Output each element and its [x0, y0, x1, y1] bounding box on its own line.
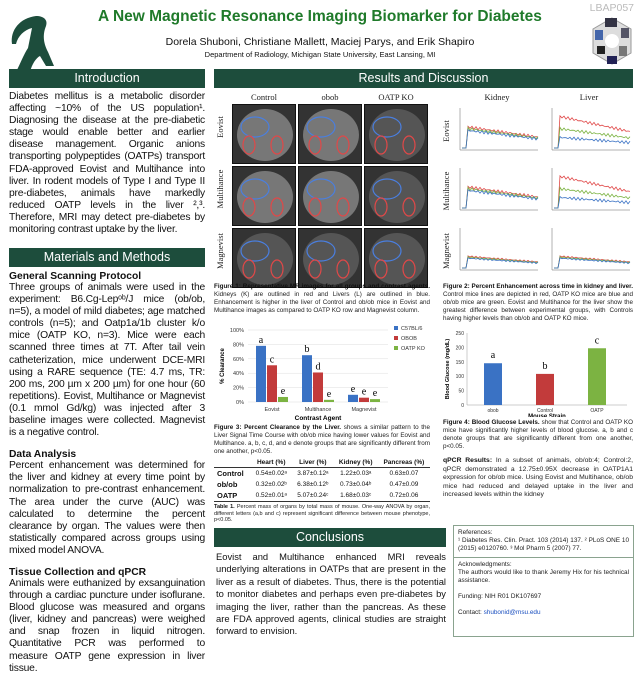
y-tick-label: 250 [455, 331, 464, 337]
bar [370, 399, 380, 402]
bar [278, 397, 288, 402]
authors: Dorela Shuboni, Christiane Mallett, Maciej Parys, and Erik Shapiro [165, 36, 475, 48]
qpcr-results: qPCR Results: In a subset of animals, ob/ob:4; Control:2, qPCR demonstrated a 12.75±0.95X decrease in OATP1A1 expression for ob/ob mice. Using Eovist and Multihance, ob/ob mice had reduced and delayed uptake in the liver and increased levels within the kidney [443, 457, 633, 499]
data-analysis-text: Percent enhancement was determined for the liver and kidney at every time point by normalization to pre-contrast enhancement. The area under the curve (AUC) was calculated to determine the percent clearance by organ. The values were then statistically compared across groups using mixed model ANOVA. [9, 460, 205, 556]
figure-1-mri-grid [214, 92, 428, 278]
time-course-plot [452, 224, 540, 280]
significance-letter: e [280, 385, 286, 397]
conclusions-header: Conclusions [214, 528, 446, 547]
significance-letter: c [269, 354, 275, 366]
bar [324, 400, 334, 402]
affiliation: Department of Radiology, Michigan State University, East Lansing, MI [204, 50, 436, 59]
fig1-row-label: Magnevist [215, 233, 225, 269]
table-row [214, 479, 430, 490]
bar [348, 395, 358, 402]
figure-2-time-course [438, 92, 634, 278]
table-cell: 1.22±0.03ᵃ [340, 470, 372, 477]
x-tick-label: Multihance [304, 407, 332, 413]
row-label: ob/ob [217, 480, 238, 489]
series-line [554, 197, 630, 208]
references-text: ¹ Diabetes Res. Clin. Pract. 103 (2014) 137. ² PLoS ONE 10 (2015) e0120760. ³ Mol Pharm 5 (2007) 77. [458, 537, 629, 553]
table-cell: 0.32±0.02ᵇ [255, 481, 287, 488]
mouse-body [237, 233, 293, 285]
mouse-body [303, 233, 359, 285]
scanning-protocol-heading: General Scanning Protocol [9, 271, 142, 282]
introduction-header: Introduction [9, 69, 205, 88]
funding-text: Funding: NIH R01 DK107697 [458, 593, 542, 601]
legend-label: C57BL/6 [401, 326, 423, 332]
mouse-body [369, 109, 425, 161]
acknowledgments-text: The authors would like to thank Jeremy Hix for his technical assistance. [458, 568, 629, 585]
mouse-body [303, 109, 359, 161]
table-cell: 0.52±0.01ᵃ [255, 492, 287, 499]
y-tick-label: 0% [236, 400, 244, 406]
mouse-body [369, 171, 425, 223]
fig2-row-label: Multihance [441, 171, 451, 211]
fig1-row-label: Eovist [215, 116, 225, 138]
y-tick-label: 0 [461, 403, 464, 409]
references-title: References: [458, 529, 493, 536]
x-axis-label: Mouse Strain [528, 414, 566, 417]
mouse-body [237, 109, 293, 161]
bar [267, 365, 277, 402]
figure-3-caption: Figure 3: Percent Clearance by the Liver. shows a similar pattern to the Liver Signal Time Course with ob/ob mice having lower values for Eovist and Multihance. a, b, c, d, and e denote groups that are significantly different from one another, p<0.05. [214, 424, 430, 455]
mri-image [364, 104, 428, 164]
imaging-center-logo [589, 16, 635, 66]
conclusions-text: Eovist and Multihance enhanced MRI reveals underlying alterations in OATPs that are present in the liver as a result of diabetes. Thus, there is the potential to monitor diabetes and perhaps even pre-diabetes by imaging the liver, rather than the pancreas. As these are FDA approved agents, clinical studies are straight forward to envision. [216, 551, 446, 637]
mri-image [298, 104, 362, 164]
significance-letter: c [594, 335, 600, 347]
tissue-collection-text: Animals were euthanized by exsanguination through a cardiac puncture under isoflurane. Blood glucose was measured and organs (liver, kidney and pancreas) were weighed and snap frozen in liquid nitrogen. Quantitative PCR was performed to measure OATP gene expression in liver tissue. [9, 577, 205, 674]
table-cell: 1.68±0.03ᶜ [340, 492, 372, 499]
x-tick-label: OATP [590, 408, 604, 414]
table-cell: 0.63±0.07 [389, 470, 419, 477]
acknowledgments-title: Acknowledgments: [458, 560, 512, 568]
column-header: Kidney (%) [338, 459, 373, 466]
fig2-row-label: Eovist [441, 120, 451, 142]
x-tick-label: Eovist [264, 407, 280, 413]
time-course-plot [452, 164, 540, 220]
introduction-text: Diabetes mellitus is a metabolic disorder affecting ~10% of the US population¹. Diagnosing the disease at the pre-diabetic stage would enable better and earlier disease management. Organic anions transporting polypeptides (OATPs) transport FDA-approved Eovist and Multihance into liver. In rodent models of Type I and Type II pre-diabetes, animals have markedly reduced OATP levels in the liver ²,³. Therefore, MRI may detect pre-diabetes by monitoring contrast uptake by the liver. [9, 91, 205, 236]
results-header: Results and Discussion [214, 69, 633, 88]
row-label: OATP [217, 491, 238, 500]
data-analysis-heading: Data Analysis [9, 449, 77, 461]
y-axis-label: Blood Glucose (mg/dL) [445, 338, 451, 400]
organ-mass-table [214, 458, 430, 502]
y-tick-label: 150 [455, 359, 464, 366]
contact-label: Contact: [458, 609, 484, 617]
y-tick-label: 40% [232, 371, 244, 378]
figure-4-glucose-chart [443, 325, 633, 417]
time-course-plot [544, 224, 632, 280]
significance-letter: e [361, 386, 367, 398]
time-course-plot [544, 104, 632, 160]
references-box [453, 525, 634, 637]
poster-id: LBAP057 [589, 2, 634, 14]
significance-letter: a [258, 334, 264, 346]
column-header: Heart (%) [256, 459, 286, 466]
mri-image [298, 228, 362, 288]
bar [588, 348, 606, 405]
table-header-row [214, 458, 430, 468]
bar [484, 363, 502, 405]
significance-letter: e [372, 388, 378, 400]
table-cell: 6.38±0.12ᵇ [297, 481, 329, 488]
legend-swatch [394, 336, 398, 340]
legend-label: OBOB [401, 336, 417, 342]
poster-title: A New Magnetic Resonance Imaging Biomarker for Diabetes [98, 8, 542, 25]
mri-image [232, 228, 296, 288]
mri-image [298, 166, 362, 226]
y-tick-label: 100 [455, 374, 464, 381]
column-header [214, 458, 250, 468]
x-tick-label: obob [487, 408, 499, 414]
mri-image [232, 104, 296, 164]
table-cell: 0.47±0.09 [389, 481, 419, 488]
mri-image [364, 166, 428, 226]
y-axis-label: % Clearance [220, 348, 226, 384]
figure-4-caption: Figure 4: Blood Glucose Levels. show that Control and OATP KO mice have significantly higher levels of blood glucose. a, b and c denote groups that are significantly different from one another, p<0.05. [443, 419, 633, 450]
fig1-column-label: OATP KO [378, 92, 414, 102]
fig1-column-label: Control [251, 92, 277, 102]
contact-email-link[interactable]: shubonid@msu.edu [483, 609, 541, 617]
y-tick-label: 200 [455, 345, 464, 352]
bar [536, 374, 554, 405]
y-tick-label: 20% [232, 385, 244, 392]
significance-letter: e [326, 388, 332, 400]
tissue-collection-heading: Tissue Collection and qPCR [9, 566, 147, 578]
legend-swatch [394, 326, 398, 330]
figure-1-caption: Figure 1: Representative MR images for all groups and contrast agents. Kidneys (K) are outlined in red and Livers (L) are outlined in blue. Enhancement is higher in the liver of Control and ob/ob mice in Eovist and Multihance images as compared to OATP KO row and Magnevist column. [214, 283, 430, 314]
table-cell: 0.73±0.04ᵇ [340, 481, 372, 488]
table-cell: 3.87±0.12ᵃ [297, 470, 329, 477]
mouse-body [303, 171, 359, 223]
time-course-plot [544, 164, 632, 220]
y-tick-label: 50 [458, 388, 464, 395]
fig1-column-label: obob [321, 92, 339, 102]
scanning-protocol-text: Three groups of animals were used in the experiment: B6.Cg-Lepᵒᵇ/J mice (ob/ob, n=5), a model of mild diabetes; age matched controls (n=5); and Oatp1a/1b cluster k/o mice (OATP KO, n=3). Mice were each scanned three times at 7T. After tail vein catheterization, mice underwent DCE-MRI using a RARE sequence (TE: 4.7 ms, TR: 200 ms, 200 µm x 200 µm) for one hour (60 repetitions). Eovist, Multihance or Magnevist (0.1 mmol Gd/kg) was injected after 3 baseline images were collected. Magnevist is a negative control. [9, 282, 205, 439]
significance-letter: d [315, 361, 321, 373]
mouse-body [237, 171, 293, 223]
column-header: Pancreas (%) [383, 459, 425, 466]
bar [313, 372, 323, 402]
table-cell: 0.72±0.06 [389, 492, 419, 499]
significance-letter: b [304, 344, 310, 356]
table-cell: 5.07±0.24ᶜ [297, 492, 329, 499]
series-line [554, 116, 630, 148]
row-label: Control [217, 469, 244, 478]
series-line [554, 137, 630, 148]
bar [302, 355, 312, 402]
bar [359, 398, 369, 402]
figure-3-clearance-chart [214, 322, 430, 422]
significance-letter: b [542, 360, 548, 372]
x-tick-label: Control [536, 408, 554, 414]
table-row [214, 490, 430, 502]
mri-image [232, 166, 296, 226]
significance-letter: e [350, 383, 356, 395]
table-cell: 0.54±0.02ᵃ [255, 470, 287, 477]
mri-image [364, 228, 428, 288]
legend-label: OATP KO [401, 346, 425, 352]
mouse-body [369, 233, 425, 285]
methods-header: Materials and Methods [9, 248, 205, 267]
x-axis-label: Contrast Agent [294, 415, 342, 422]
bar [256, 346, 266, 402]
x-tick-label: Magnevist [351, 407, 377, 413]
time-course-plot [452, 104, 540, 160]
fig2-column-label: Kidney [484, 92, 510, 102]
y-tick-label: 60% [232, 356, 244, 363]
legend-swatch [394, 346, 398, 350]
column-header: Liver (%) [299, 459, 327, 466]
y-tick-label: 100% [229, 328, 244, 334]
y-tick-label: 80% [232, 342, 244, 349]
fig2-column-label: Liver [579, 92, 599, 102]
table-1-caption: Table 1. Percent mass of organs by total mass of mouse. One-way ANOVA by organ, different letters (a,b and c) represent significant difference between mouse phenotype, p<0.05. [214, 504, 431, 523]
figure-2-caption: Figure 2: Percent Enhancement across time in kidney and liver. Control mice lines are depicted in red, OATP KO mice are blue and ob/ob mice are green. Eovist and Multihance for the liver show the greatest difference between experimental groups, with Controls having higher levels than ob/ob and OATP KO mice. [443, 283, 633, 322]
significance-letter: a [490, 350, 496, 362]
table-row [214, 468, 430, 480]
series-line [554, 176, 630, 208]
fig2-row-label: Magnevist [441, 233, 451, 269]
fig1-row-label: Multihance [215, 169, 225, 209]
